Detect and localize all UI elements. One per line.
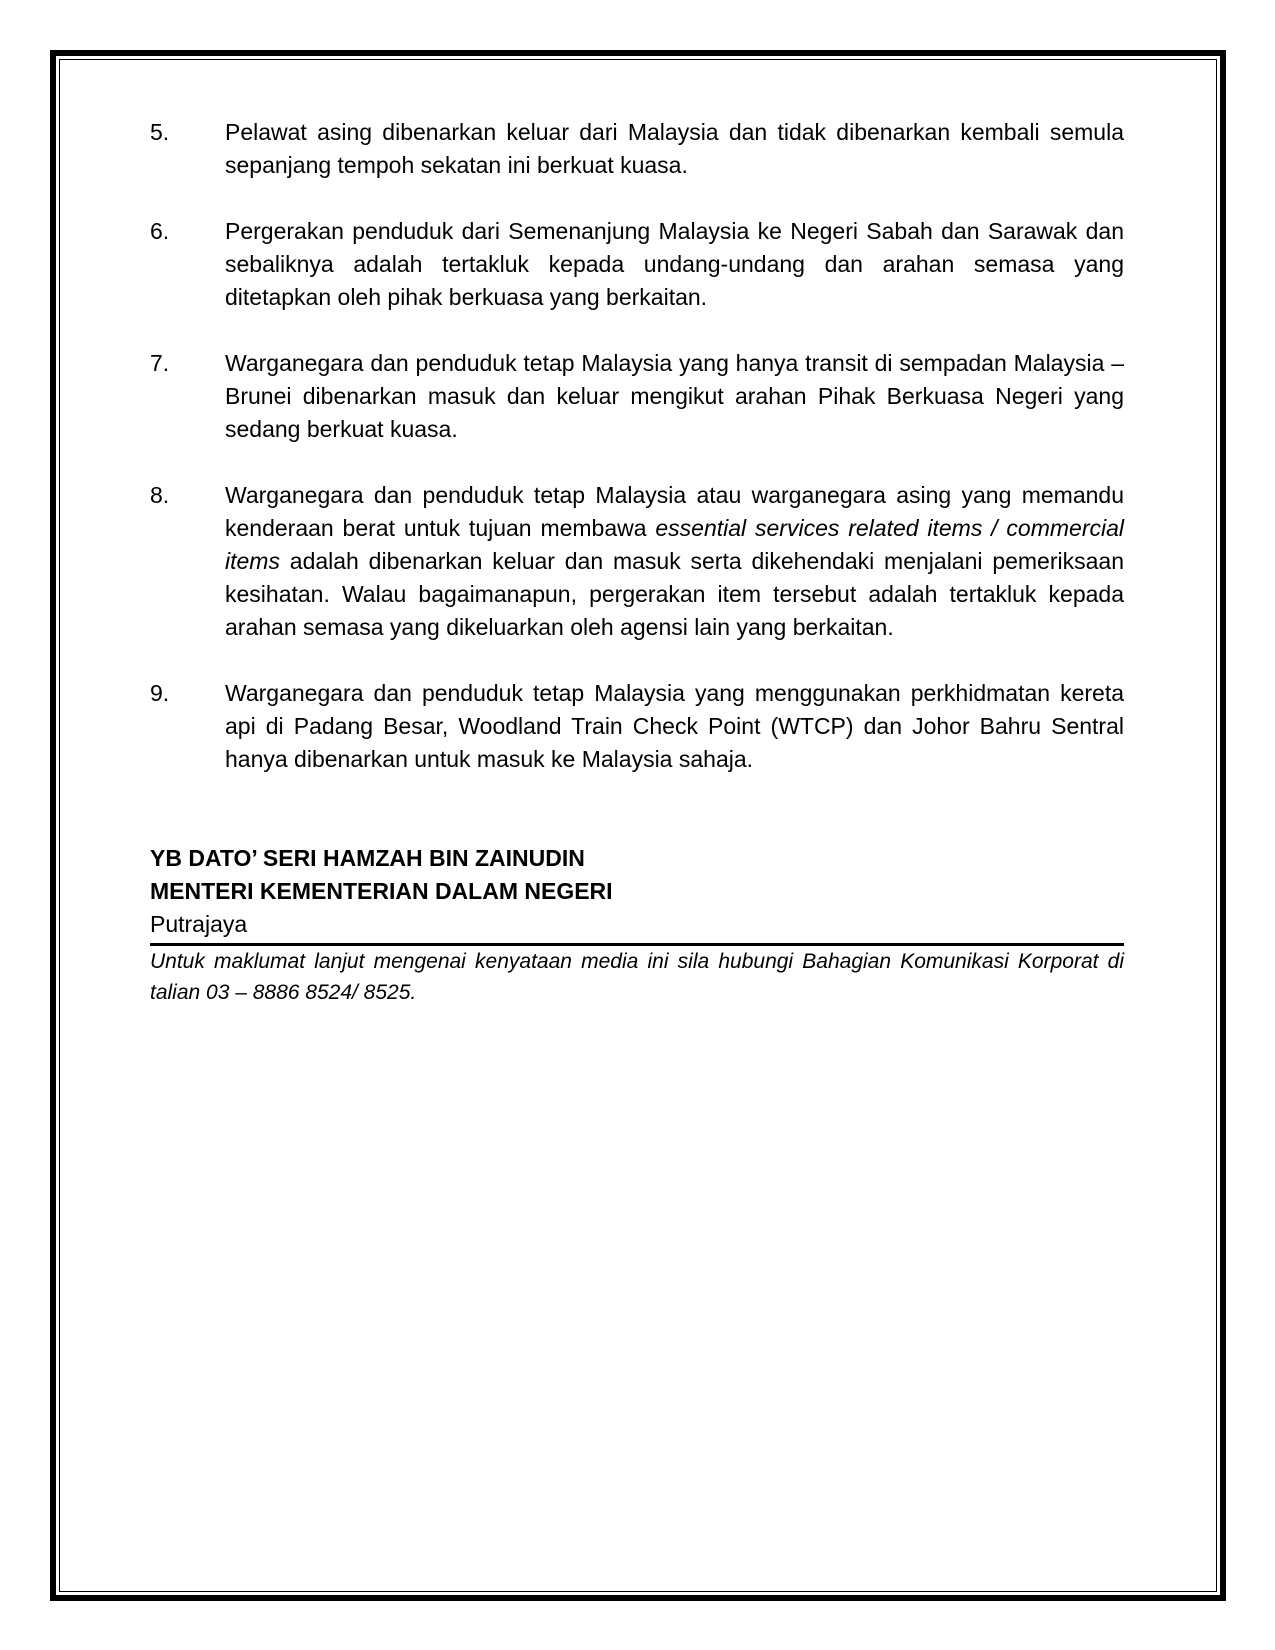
paragraph-text	[225, 116, 1124, 182]
numbered-paragraph-6	[150, 215, 1124, 314]
paragraph-number: 8.	[150, 482, 170, 508]
paragraph-segment: Pelawat asing dibenarkan keluar dari Malaysia dan tidak dibenarkan kembali semula sepanjang tempoh sekatan ini berkuat kuasa.	[225, 119, 1124, 178]
paragraph-number: 7.	[150, 350, 170, 376]
numbered-paragraph-5	[150, 116, 1124, 182]
paragraph-segment-italic: essential services related items / commercial items	[225, 515, 1124, 574]
signatory-title: MENTERI KEMENTERIAN DALAM NEGERI	[150, 878, 613, 904]
numbered-paragraph-7	[150, 347, 1124, 446]
signatory-location: Putrajaya	[150, 911, 248, 937]
paragraph-number: 9.	[150, 680, 170, 706]
signatory-name: YB DATO’ SERI HAMZAH BIN ZAINUDIN	[150, 845, 585, 871]
paragraph-segment: adalah dibenarkan keluar dan masuk serta dikehendaki menjalani pemeriksaan kesihatan. Walau bagaimanapun, pergerakan item tersebut adalah tertakluk kepada arahan semasa yang dikeluarkan oleh agensi lain yang berkaitan.	[225, 548, 1124, 640]
signature-block	[150, 842, 1124, 941]
paragraph-number: 6.	[150, 218, 170, 244]
paragraph-number: 5.	[150, 119, 170, 145]
paragraph-text	[225, 677, 1124, 776]
paragraph-segment: Pergerakan penduduk dari Semenanjung Malaysia ke Negeri Sabah dan Sarawak dan sebaliknya adalah tertakluk kepada undang-undang dan arahan semasa yang ditetapkan oleh pihak berkuasa yang berkaitan.	[225, 218, 1124, 310]
paragraph-text	[225, 347, 1124, 446]
paragraph-segment: Warganegara dan penduduk tetap Malaysia atau warganegara asing yang memandu kenderaan berat untuk tujuan membawa	[225, 482, 1124, 541]
paragraph-segment: Warganegara dan penduduk tetap Malaysia yang hanya transit di sempadan Malaysia – Brunei dibenarkan masuk dan keluar mengikut arahan Pihak Berkuasa Negeri yang sedang berkuat kuasa.	[225, 350, 1124, 442]
numbered-paragraph-8	[150, 479, 1124, 644]
document-body	[150, 116, 1124, 1008]
paragraph-text	[225, 215, 1124, 314]
numbered-paragraph-9	[150, 677, 1124, 776]
paragraph-segment: Warganegara dan penduduk tetap Malaysia yang menggunakan perkhidmatan kereta api di Padang Besar, Woodland Train Check Point (WTCP) dan Johor Bahru Sentral hanya dibenarkan untuk masuk ke Malaysia sahaja.	[225, 680, 1124, 772]
contact-note: Untuk maklumat lanjut mengenai kenyataan media ini sila hubungi Bahagian Komunikasi Korporat di talian 03 – 8886 8524/ 8525.	[150, 950, 1124, 1004]
paragraph-text	[225, 479, 1124, 644]
